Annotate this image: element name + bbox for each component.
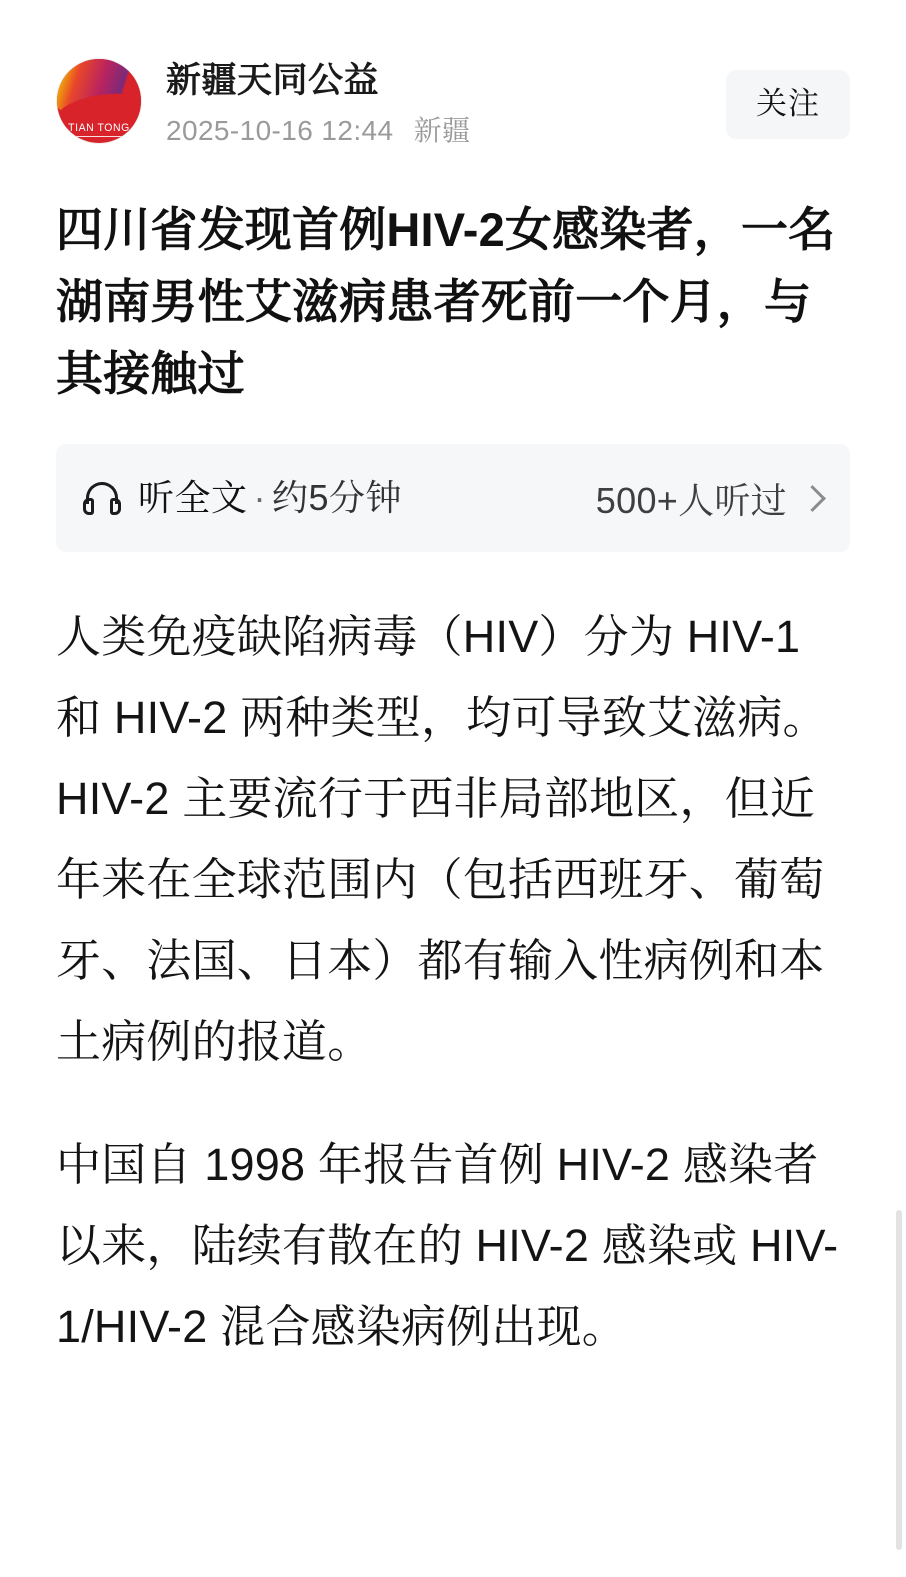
- article-header: [56, 0, 850, 148]
- listen-duration: 约5分钟: [272, 477, 403, 518]
- article-title: 四川省发现首例HIV-2女感染者，一名湖南男性艾滋病患者死前一个月，与其接触过: [56, 203, 836, 400]
- listen-separator: ·: [253, 477, 267, 518]
- scrollbar[interactable]: [896, 1210, 902, 1550]
- publish-meta: [166, 114, 726, 148]
- avatar[interactable]: [56, 58, 142, 144]
- account-block: [166, 58, 726, 148]
- publish-timestamp: 2025-10-16 12:44: [166, 115, 394, 146]
- headphones-icon: [82, 480, 122, 516]
- listener-count: 500+人听过: [595, 479, 787, 521]
- listen-right-group[interactable]: [596, 473, 822, 524]
- article-body: [56, 596, 850, 1367]
- avatar-underline: [73, 136, 125, 137]
- chevron-right-icon: [799, 485, 826, 512]
- avatar-brand-text: TIAN TONG: [68, 122, 130, 134]
- body-paragraph: 中国自 1998 年报告首例 HIV-2 感染者以来，陆续有散在的 HIV-2 感染或 HIV-1/HIV-2 混合感染病例出现。: [56, 1139, 839, 1352]
- listen-left-group: [82, 478, 402, 518]
- account-name[interactable]: 新疆天同公益: [166, 61, 380, 100]
- listen-label: 听全文: [138, 477, 248, 518]
- avatar-swoosh-graphic: [56, 58, 142, 125]
- body-paragraph: 人类免疫缺陷病毒（HIV）分为 HIV-1 和 HIV-2 两种类型，均可导致艾滋病。HIV-2 主要流行于西非局部地区，但近年来在全球范围内（包括西班牙、葡萄牙、法国、日本）都有输入性病例和本土病例的报道。: [56, 611, 828, 1067]
- follow-button[interactable]: 关注: [726, 70, 850, 139]
- listen-full-text-bar[interactable]: [56, 444, 850, 552]
- publish-region: 新疆: [413, 115, 471, 146]
